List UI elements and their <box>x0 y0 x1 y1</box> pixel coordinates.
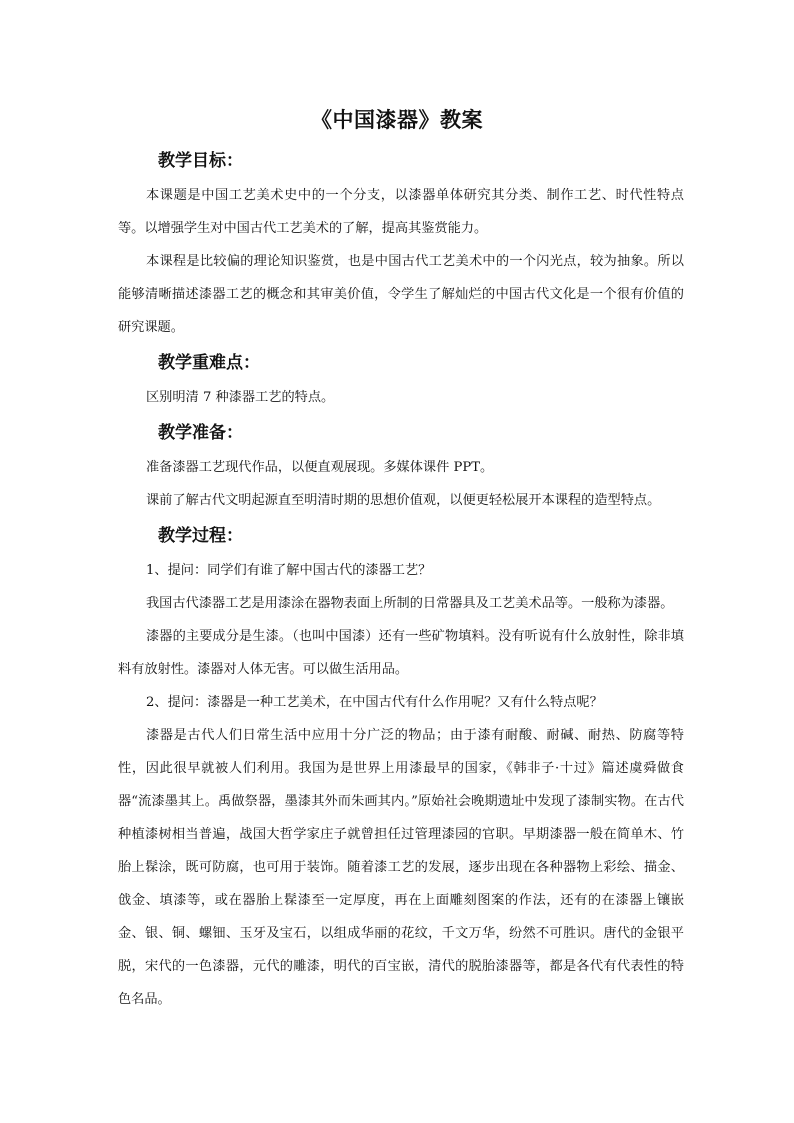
paragraph: 区别明清 7 种漆器工艺的特点。 <box>146 390 335 405</box>
paragraph: 课前了解古代文明起源直至明清时期的思想价值观，以便更轻松展开本课程的造型特点。 <box>146 493 661 508</box>
section-process <box>118 521 684 1016</box>
paragraph: 漆器是古代人们日常生活中应用十分广泛的物品；由于漆有耐酸、耐碱、耐热、防腐等特性，因此很早就被人们利用。我国为是世界上用漆最早的国家，《韩非子·十过》篇述虞舜做食器“流漆墨其上。禹做祭器，墨漆其外而朱画其内。”原始社会晚期遗址中发现了漆制实物。在古代种植漆树相当普遍，战国大哲学家庄子就曾担任过管理漆园的官职。早期漆器一般在简单木、竹胎上髹涂，既可防腐，也可用于装饰。随着漆工艺的发展，逐步出现在各种器物上彩绘、描金、戗金、填漆等，或在器胎上髹漆至一定厚度，再在上面雕刻图案的作法，还有的在漆器上镶嵌金、银、铜、螺钿、玉牙及宝石，以组成华丽的花纹，千文万华，纷然不可胜识。唐代的金银平脱，宋代的一色漆器，元代的雕漆，明代的百宝嵌，清代的脱胎漆器等，都是各代有代表性的特色名品。 <box>118 728 684 1007</box>
section-heading: 教学目标： <box>158 151 243 171</box>
section-preparation <box>118 418 684 517</box>
paragraph: 我国古代漆器工艺是用漆涂在器物表面上所制的日常器具及工艺美术品等。一般称为漆器。 <box>146 596 674 611</box>
paragraph: 本课程是比较偏的理论知识鉴赏，也是中国古代工艺美术中的一个闪光点，较为抽象。所以能够清晰描述漆器工艺的概念和其审美价值，令学生了解灿烂的中国古代文化是一个很有价值的研究课题。 <box>118 254 684 335</box>
section-heading: 教学过程： <box>158 526 243 546</box>
document-title: 《中国漆器》教案 <box>311 107 483 132</box>
paragraph: 本课题是中国工艺美术史中的一个分支，以漆器单体研究其分类、制作工艺、时代性特点等。以增强学生对中国古代工艺美术的了解，提高其鉴赏能力。 <box>118 188 684 236</box>
document-body <box>118 146 684 1016</box>
section-difficulties <box>118 348 684 414</box>
question: 1、提问：同学们有谁了解中国古代的漆器工艺？ <box>146 563 432 578</box>
section-heading: 教学准备： <box>158 423 243 443</box>
paragraph: 漆器的主要成分是生漆。（也叫中国漆）还有一些矿物填料。没有听说有什么放射性，除非填料有放射性。漆器对人体无害。可以做生活用品。 <box>118 629 684 677</box>
section-heading: 教学重难点： <box>158 353 260 373</box>
paragraph: 准备漆器工艺现代作品，以便直观展现。多媒体课件 PPT。 <box>146 460 494 475</box>
question: 2、提问：漆器是一种工艺美术，在中国古代有什么作用呢？又有什么特点呢？ <box>146 695 603 710</box>
section-objectives <box>118 146 684 344</box>
